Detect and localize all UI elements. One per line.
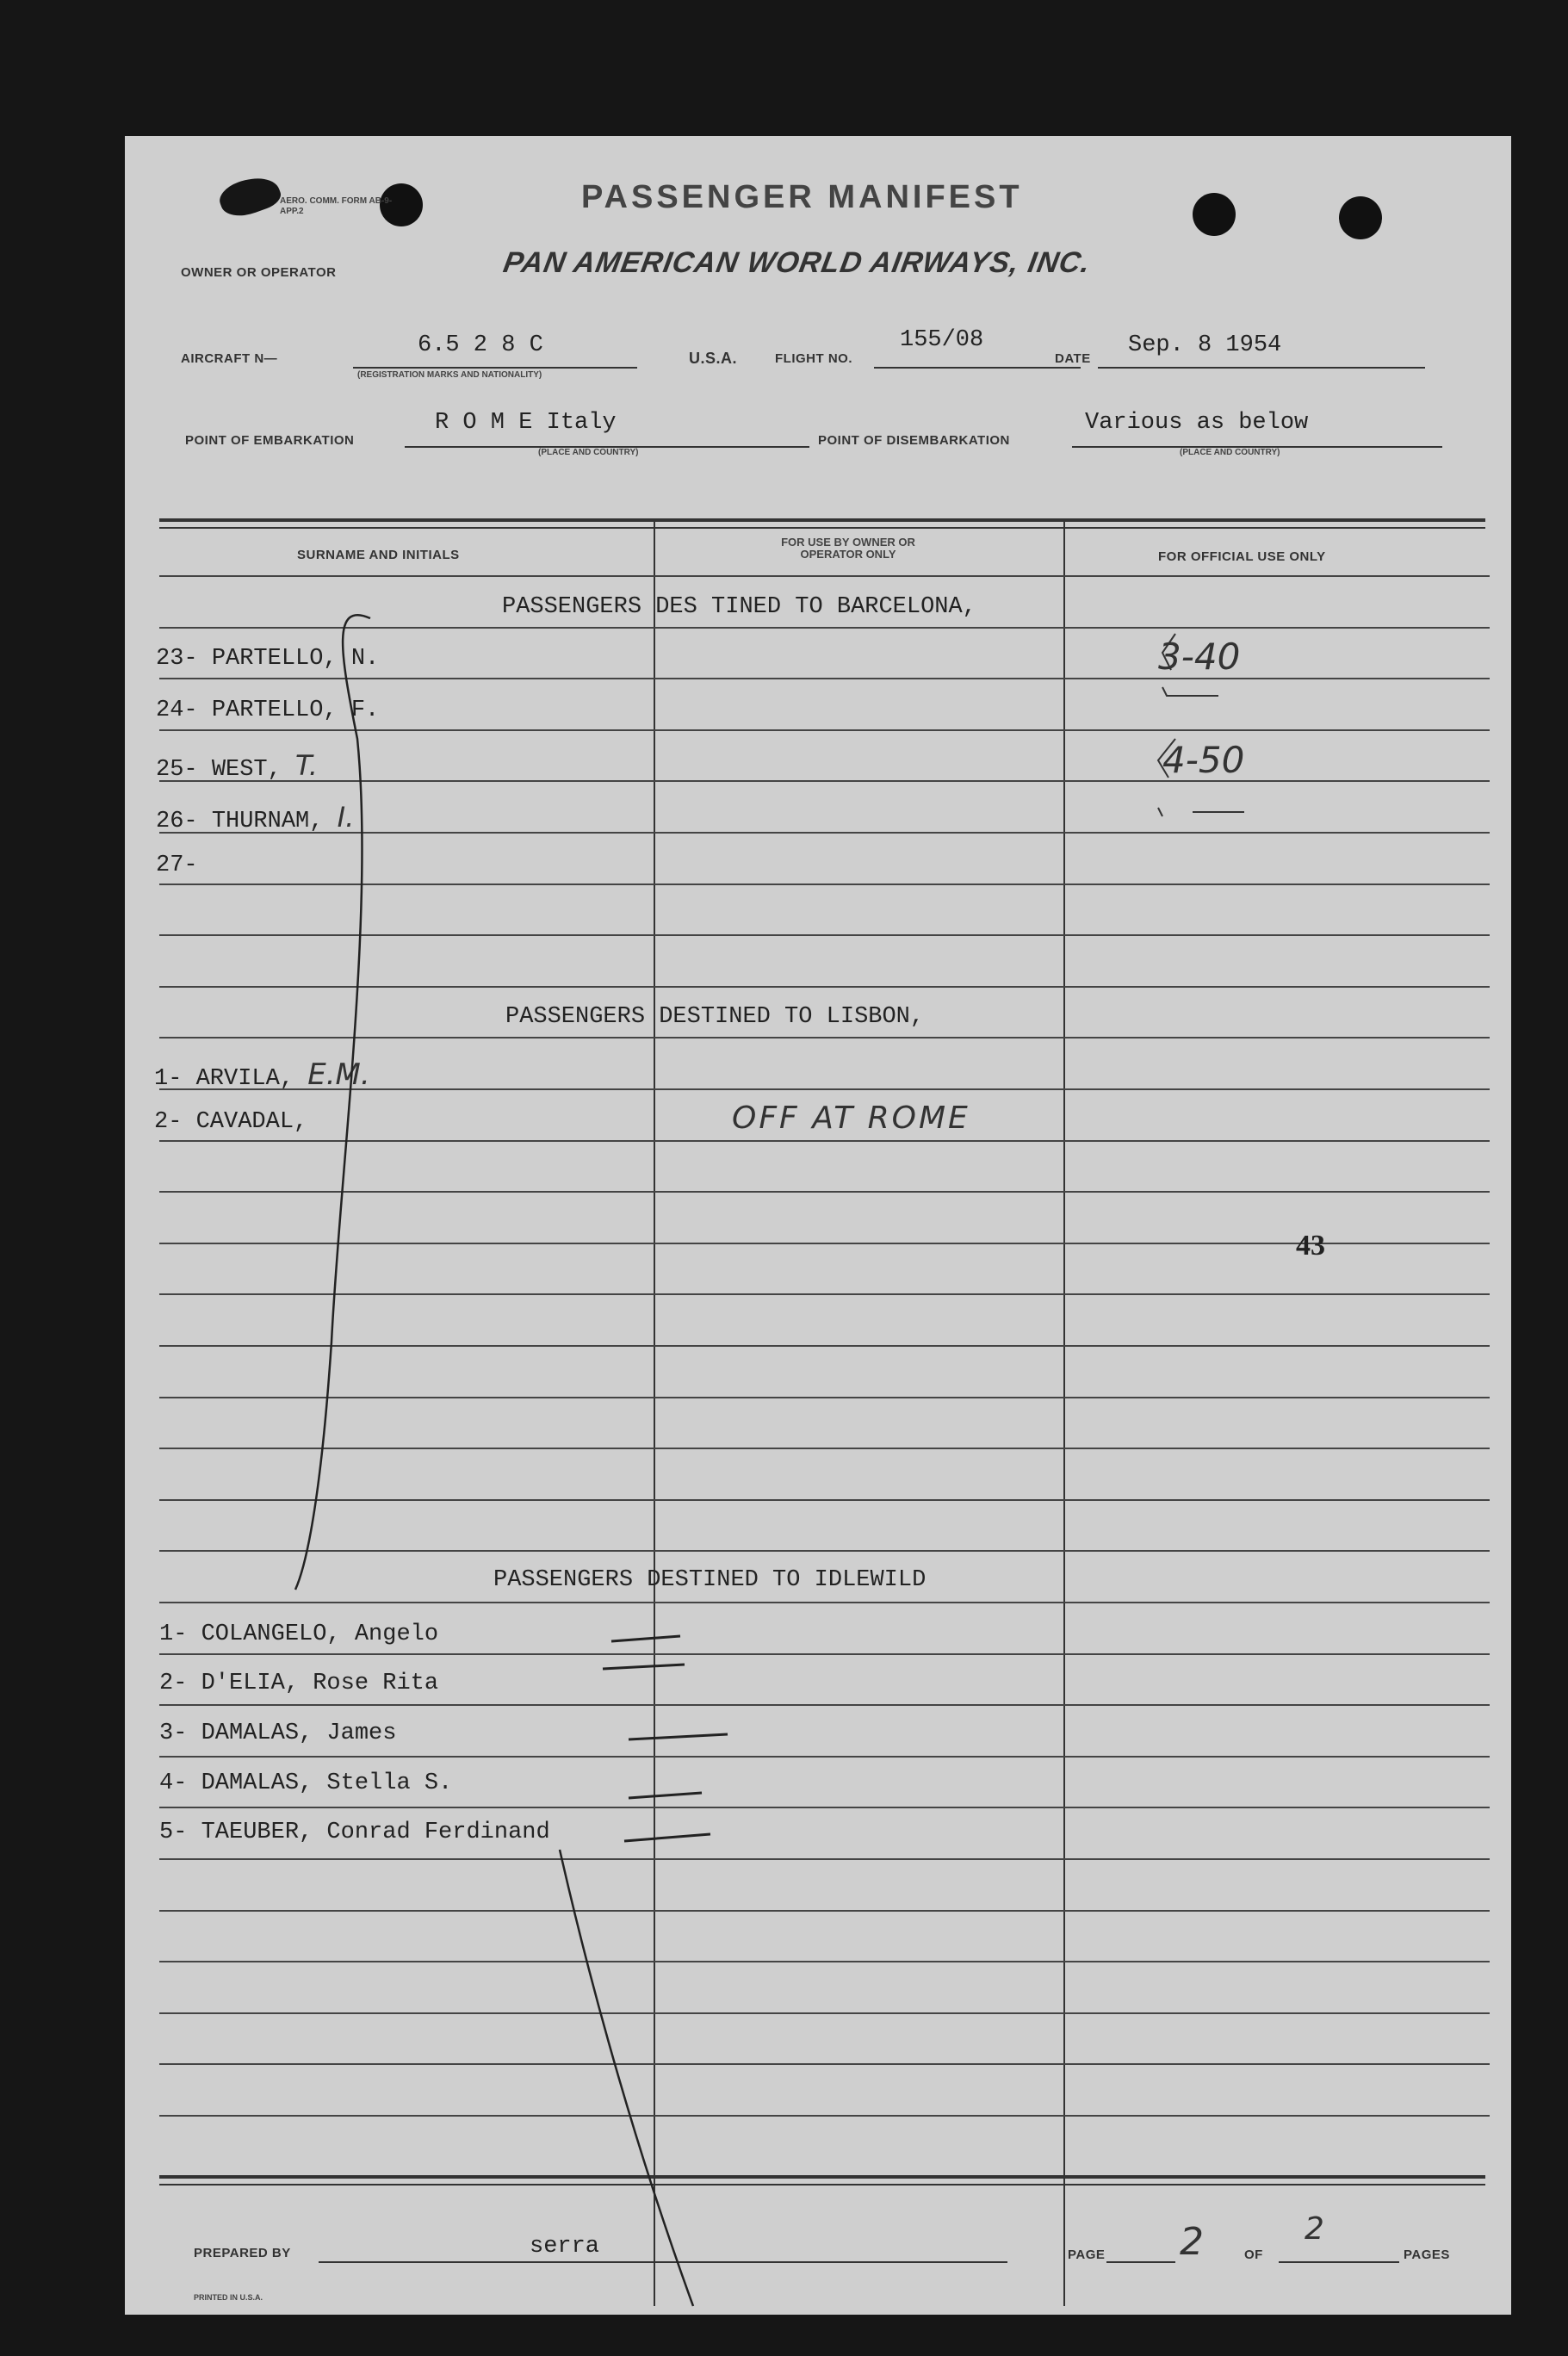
flight-value: 155/08 <box>900 327 984 353</box>
embark-value: R O M E Italy <box>435 410 617 436</box>
company-name: PAN AMERICAN WORLD AIRWAYS, INC. <box>500 246 1094 279</box>
date-label: DATE <box>1055 351 1091 366</box>
prepared-value: serra <box>530 2234 600 2260</box>
registration-note: (REGISTRATION MARKS AND NATIONALITY) <box>357 370 542 380</box>
table-row: 25- WEST, T. <box>156 749 318 783</box>
page-value: 2 <box>1180 2220 1204 2264</box>
off-at-rome-note: OFF AT ROME <box>732 1100 970 1136</box>
official-note-2: 4-50 <box>1162 739 1245 781</box>
table-row: 24- PARTELLO, F. <box>156 698 380 723</box>
page-title: PASSENGER MANIFEST <box>581 179 1023 215</box>
pencil-marks <box>125 136 1511 2315</box>
form-code: AERO. COMM. FORM AB-9-APP.2 <box>280 196 393 216</box>
section-heading-lisbon: PASSENGERS DESTINED TO LISBON, <box>505 1004 925 1030</box>
embark-label: POINT OF EMBARKATION <box>185 433 355 448</box>
manifest-sheet <box>125 136 1511 2315</box>
owner-label: OWNER OR OPERATOR <box>181 265 337 280</box>
stamp-number: 43 <box>1296 1230 1325 1262</box>
page-label: PAGE <box>1068 2248 1106 2262</box>
usa-label: U.S.A. <box>689 350 738 367</box>
pages-label: PAGES <box>1404 2248 1450 2262</box>
col-surname-header: SURNAME AND INITIALS <box>297 548 460 562</box>
of-label: OF <box>1244 2248 1263 2262</box>
section-heading-barcelona: PASSENGERS DES TINED TO BARCELONA, <box>502 594 976 620</box>
table-row: 27- <box>156 852 198 878</box>
table-row: 1- COLANGELO, Angelo <box>159 1621 439 1647</box>
prepared-label: PREPARED BY <box>194 2246 291 2260</box>
printer-code: PRINTED IN U.S.A. <box>194 2293 263 2302</box>
table-row: 5- TAEUBER, Conrad Ferdinand <box>159 1820 550 1845</box>
col-official-header: FOR OFFICIAL USE ONLY <box>1158 549 1326 564</box>
table-row: 2- D'ELIA, Rose Rita <box>159 1671 439 1696</box>
flight-label: FLIGHT NO. <box>775 351 852 366</box>
date-value: Sep. 8 1954 <box>1128 332 1282 358</box>
table-row: 1- ARVILA, E.M. <box>154 1057 370 1092</box>
table-row: 26- THURNAM, I. <box>156 801 355 834</box>
official-note-1: 3-40 <box>1158 636 1241 678</box>
place-note-embark: (PLACE AND COUNTRY) <box>538 448 639 457</box>
section-heading-idlewild: PASSENGERS DESTINED TO IDLEWILD <box>493 1567 927 1593</box>
of-value: 2 <box>1305 2211 1324 2247</box>
table-row: 23- PARTELLO, N. <box>156 646 380 672</box>
table-row: 4- DAMALAS, Stella S. <box>159 1770 453 1796</box>
aircraft-label: AIRCRAFT N— <box>181 351 278 366</box>
table-row: 2- CAVADAL, <box>154 1109 308 1135</box>
disembark-label: POINT OF DISEMBARKATION <box>818 433 1010 448</box>
place-note-disembark: (PLACE AND COUNTRY) <box>1180 448 1280 457</box>
aircraft-value: 6.5 2 8 C <box>418 332 543 358</box>
disembark-value: Various as below <box>1085 410 1309 436</box>
table-row: 3- DAMALAS, James <box>159 1720 397 1746</box>
col-owner-header: FOR USE BY OWNER OR OPERATOR ONLY <box>781 536 915 561</box>
